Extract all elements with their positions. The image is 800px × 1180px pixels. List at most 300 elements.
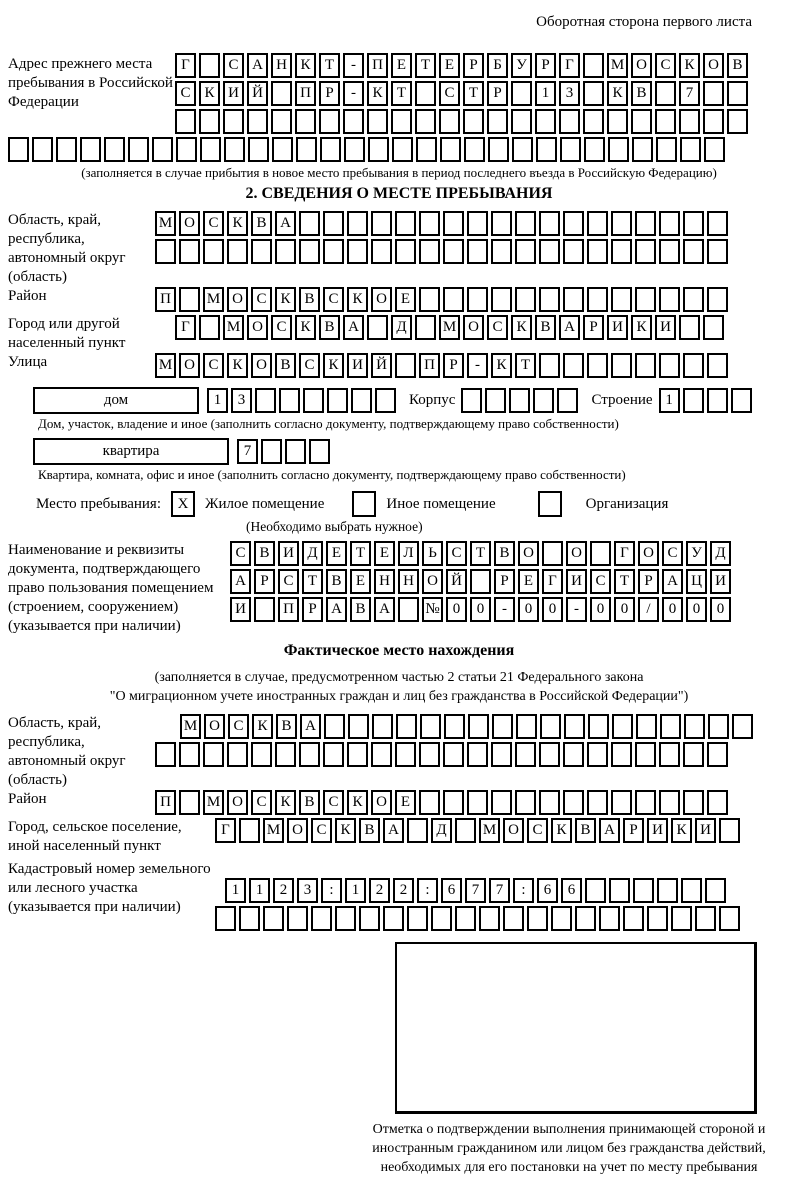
char-cell[interactable] xyxy=(635,353,656,378)
char-cell[interactable] xyxy=(467,790,488,815)
char-cell[interactable]: А xyxy=(343,315,364,340)
char-cell[interactable]: И xyxy=(230,597,251,622)
char-cell[interactable] xyxy=(587,790,608,815)
char-cell[interactable] xyxy=(539,239,560,264)
apartment-type-box[interactable]: квартира xyxy=(33,438,229,465)
char-cell[interactable] xyxy=(635,239,656,264)
char-cell[interactable] xyxy=(395,211,416,236)
char-cell[interactable] xyxy=(251,239,272,264)
char-cell[interactable] xyxy=(588,714,609,739)
char-cell[interactable] xyxy=(704,137,725,162)
char-cell[interactable]: № xyxy=(422,597,443,622)
char-cell[interactable]: Д xyxy=(431,818,452,843)
char-cell[interactable] xyxy=(359,906,380,931)
char-cell[interactable] xyxy=(575,906,596,931)
char-cell[interactable]: Р xyxy=(319,81,340,106)
char-cell[interactable]: С xyxy=(271,315,292,340)
char-cell[interactable] xyxy=(703,81,724,106)
char-cell[interactable]: В xyxy=(251,211,272,236)
char-cell[interactable] xyxy=(515,287,536,312)
char-cell[interactable]: Р xyxy=(494,569,515,594)
char-cell[interactable] xyxy=(8,137,29,162)
char-cell[interactable] xyxy=(327,388,348,413)
char-cell[interactable] xyxy=(703,315,724,340)
char-cell[interactable] xyxy=(632,137,653,162)
char-cell[interactable]: Й xyxy=(371,353,392,378)
char-cell[interactable]: У xyxy=(511,53,532,78)
char-cell[interactable] xyxy=(563,790,584,815)
char-cell[interactable] xyxy=(707,287,728,312)
char-cell[interactable]: М xyxy=(263,818,284,843)
char-cell[interactable] xyxy=(443,790,464,815)
stay-option-organization-checkbox[interactable] xyxy=(538,491,562,517)
char-cell[interactable]: В xyxy=(575,818,596,843)
char-cell[interactable] xyxy=(371,211,392,236)
char-cell[interactable] xyxy=(299,742,320,767)
char-cell[interactable]: С xyxy=(590,569,611,594)
char-cell[interactable] xyxy=(542,541,563,566)
char-cell[interactable] xyxy=(296,137,317,162)
char-cell[interactable] xyxy=(287,906,308,931)
char-cell[interactable] xyxy=(611,742,632,767)
char-cell[interactable] xyxy=(655,109,676,134)
char-cell[interactable] xyxy=(455,818,476,843)
char-cell[interactable]: 0 xyxy=(518,597,539,622)
char-cell[interactable] xyxy=(512,137,533,162)
char-cell[interactable] xyxy=(261,439,282,464)
char-cell[interactable]: 1 xyxy=(345,878,366,903)
char-cell[interactable]: А xyxy=(247,53,268,78)
char-cell[interactable]: Р xyxy=(463,53,484,78)
char-cell[interactable] xyxy=(659,211,680,236)
char-cell[interactable]: Д xyxy=(710,541,731,566)
char-cell[interactable] xyxy=(491,239,512,264)
char-cell[interactable]: С xyxy=(487,315,508,340)
char-cell[interactable] xyxy=(239,818,260,843)
char-cell[interactable]: В xyxy=(254,541,275,566)
char-cell[interactable] xyxy=(563,287,584,312)
char-cell[interactable]: А xyxy=(383,818,404,843)
char-cell[interactable] xyxy=(371,239,392,264)
char-cell[interactable]: К xyxy=(252,714,273,739)
char-cell[interactable]: 7 xyxy=(489,878,510,903)
char-cell[interactable]: Г xyxy=(559,53,580,78)
char-cell[interactable]: С xyxy=(655,53,676,78)
char-cell[interactable]: Т xyxy=(415,53,436,78)
char-cell[interactable]: Т xyxy=(470,541,491,566)
char-cell[interactable]: К xyxy=(631,315,652,340)
char-cell[interactable] xyxy=(396,714,417,739)
char-cell[interactable] xyxy=(727,81,748,106)
char-cell[interactable] xyxy=(179,742,200,767)
char-cell[interactable]: Л xyxy=(398,541,419,566)
char-cell[interactable]: : xyxy=(417,878,438,903)
char-cell[interactable] xyxy=(583,53,604,78)
char-cell[interactable] xyxy=(347,239,368,264)
char-cell[interactable] xyxy=(515,239,536,264)
char-cell[interactable] xyxy=(367,315,388,340)
char-cell[interactable] xyxy=(251,742,272,767)
char-cell[interactable] xyxy=(203,239,224,264)
char-cell[interactable]: О xyxy=(287,818,308,843)
char-cell[interactable]: С xyxy=(323,790,344,815)
char-cell[interactable]: К xyxy=(679,53,700,78)
char-cell[interactable]: Н xyxy=(374,569,395,594)
char-cell[interactable] xyxy=(367,109,388,134)
char-cell[interactable] xyxy=(263,906,284,931)
char-cell[interactable]: С xyxy=(223,53,244,78)
char-cell[interactable]: Н xyxy=(271,53,292,78)
char-cell[interactable]: У xyxy=(686,541,707,566)
char-cell[interactable]: Е xyxy=(350,569,371,594)
char-cell[interactable] xyxy=(275,239,296,264)
char-cell[interactable] xyxy=(533,388,554,413)
char-cell[interactable] xyxy=(440,137,461,162)
char-cell[interactable] xyxy=(503,906,524,931)
char-cell[interactable]: С xyxy=(230,541,251,566)
char-cell[interactable]: - xyxy=(343,81,364,106)
char-cell[interactable] xyxy=(683,239,704,264)
char-cell[interactable] xyxy=(527,906,548,931)
char-cell[interactable]: П xyxy=(155,790,176,815)
char-cell[interactable] xyxy=(419,287,440,312)
char-cell[interactable]: О xyxy=(638,541,659,566)
char-cell[interactable] xyxy=(368,137,389,162)
char-cell[interactable] xyxy=(659,353,680,378)
char-cell[interactable]: А xyxy=(662,569,683,594)
char-cell[interactable] xyxy=(707,742,728,767)
char-cell[interactable]: С xyxy=(228,714,249,739)
char-cell[interactable] xyxy=(707,353,728,378)
char-cell[interactable]: Е xyxy=(395,790,416,815)
char-cell[interactable] xyxy=(516,714,537,739)
char-cell[interactable] xyxy=(587,211,608,236)
char-cell[interactable] xyxy=(176,137,197,162)
char-cell[interactable] xyxy=(557,388,578,413)
char-cell[interactable]: / xyxy=(638,597,659,622)
char-cell[interactable]: 1 xyxy=(659,388,680,413)
char-cell[interactable] xyxy=(563,239,584,264)
char-cell[interactable]: 1 xyxy=(535,81,556,106)
char-cell[interactable] xyxy=(535,109,556,134)
char-cell[interactable] xyxy=(470,569,491,594)
char-cell[interactable] xyxy=(323,239,344,264)
char-cell[interactable] xyxy=(347,211,368,236)
char-cell[interactable] xyxy=(732,714,753,739)
char-cell[interactable] xyxy=(563,353,584,378)
char-cell[interactable] xyxy=(695,906,716,931)
char-cell[interactable]: К xyxy=(335,818,356,843)
char-cell[interactable]: А xyxy=(275,211,296,236)
char-cell[interactable]: Г xyxy=(215,818,236,843)
char-cell[interactable] xyxy=(609,878,630,903)
char-cell[interactable]: А xyxy=(300,714,321,739)
char-cell[interactable] xyxy=(303,388,324,413)
char-cell[interactable] xyxy=(719,906,740,931)
char-cell[interactable]: П xyxy=(155,287,176,312)
char-cell[interactable] xyxy=(509,388,530,413)
char-cell[interactable]: С xyxy=(311,818,332,843)
char-cell[interactable]: Р xyxy=(443,353,464,378)
char-cell[interactable]: Т xyxy=(391,81,412,106)
char-cell[interactable]: 6 xyxy=(441,878,462,903)
char-cell[interactable] xyxy=(511,81,532,106)
char-cell[interactable]: К xyxy=(295,315,316,340)
char-cell[interactable] xyxy=(635,790,656,815)
char-cell[interactable]: А xyxy=(326,597,347,622)
char-cell[interactable] xyxy=(323,211,344,236)
char-cell[interactable] xyxy=(461,388,482,413)
char-cell[interactable] xyxy=(647,906,668,931)
char-cell[interactable]: О xyxy=(703,53,724,78)
char-cell[interactable] xyxy=(731,388,752,413)
char-cell[interactable] xyxy=(443,211,464,236)
char-cell[interactable]: О xyxy=(204,714,225,739)
char-cell[interactable]: 0 xyxy=(542,597,563,622)
char-cell[interactable]: К xyxy=(323,353,344,378)
char-cell[interactable]: 0 xyxy=(590,597,611,622)
char-cell[interactable] xyxy=(611,287,632,312)
char-cell[interactable] xyxy=(285,439,306,464)
char-cell[interactable]: О xyxy=(422,569,443,594)
char-cell[interactable] xyxy=(199,109,220,134)
char-cell[interactable] xyxy=(227,239,248,264)
char-cell[interactable]: Т xyxy=(614,569,635,594)
char-cell[interactable] xyxy=(559,109,580,134)
char-cell[interactable] xyxy=(540,714,561,739)
char-cell[interactable]: Р xyxy=(487,81,508,106)
char-cell[interactable]: В xyxy=(535,315,556,340)
char-cell[interactable] xyxy=(179,790,200,815)
char-cell[interactable]: Е xyxy=(518,569,539,594)
char-cell[interactable] xyxy=(660,714,681,739)
char-cell[interactable]: И xyxy=(347,353,368,378)
char-cell[interactable] xyxy=(705,878,726,903)
char-cell[interactable]: М xyxy=(203,287,224,312)
char-cell[interactable]: 1 xyxy=(207,388,228,413)
char-cell[interactable]: В xyxy=(727,53,748,78)
char-cell[interactable] xyxy=(636,714,657,739)
char-cell[interactable] xyxy=(348,714,369,739)
char-cell[interactable]: К xyxy=(275,790,296,815)
char-cell[interactable]: С xyxy=(323,287,344,312)
char-cell[interactable] xyxy=(254,597,275,622)
char-cell[interactable]: К xyxy=(295,53,316,78)
char-cell[interactable]: 0 xyxy=(470,597,491,622)
char-cell[interactable] xyxy=(391,109,412,134)
char-cell[interactable] xyxy=(444,714,465,739)
char-cell[interactable] xyxy=(343,109,364,134)
char-cell[interactable] xyxy=(479,906,500,931)
char-cell[interactable] xyxy=(707,388,728,413)
char-cell[interactable] xyxy=(683,388,704,413)
char-cell[interactable] xyxy=(659,239,680,264)
char-cell[interactable] xyxy=(679,109,700,134)
char-cell[interactable] xyxy=(467,239,488,264)
char-cell[interactable]: К xyxy=(671,818,692,843)
char-cell[interactable] xyxy=(607,109,628,134)
char-cell[interactable] xyxy=(275,742,296,767)
char-cell[interactable] xyxy=(587,742,608,767)
char-cell[interactable] xyxy=(347,742,368,767)
char-cell[interactable]: Г xyxy=(175,315,196,340)
char-cell[interactable]: П xyxy=(419,353,440,378)
char-cell[interactable] xyxy=(464,137,485,162)
char-cell[interactable]: Д xyxy=(302,541,323,566)
char-cell[interactable] xyxy=(539,353,560,378)
char-cell[interactable] xyxy=(431,906,452,931)
char-cell[interactable] xyxy=(551,906,572,931)
char-cell[interactable]: - xyxy=(343,53,364,78)
char-cell[interactable] xyxy=(671,906,692,931)
char-cell[interactable]: М xyxy=(155,211,176,236)
char-cell[interactable] xyxy=(311,906,332,931)
char-cell[interactable]: 2 xyxy=(393,878,414,903)
char-cell[interactable]: Н xyxy=(398,569,419,594)
char-cell[interactable]: М xyxy=(223,315,244,340)
char-cell[interactable] xyxy=(299,211,320,236)
char-cell[interactable] xyxy=(239,906,260,931)
char-cell[interactable]: Г xyxy=(614,541,635,566)
char-cell[interactable] xyxy=(564,714,585,739)
char-cell[interactable] xyxy=(255,388,276,413)
char-cell[interactable] xyxy=(585,878,606,903)
char-cell[interactable] xyxy=(371,742,392,767)
char-cell[interactable] xyxy=(200,137,221,162)
char-cell[interactable] xyxy=(104,137,125,162)
char-cell[interactable]: С xyxy=(175,81,196,106)
char-cell[interactable] xyxy=(443,287,464,312)
char-cell[interactable] xyxy=(635,742,656,767)
char-cell[interactable]: С xyxy=(251,790,272,815)
char-cell[interactable] xyxy=(681,878,702,903)
char-cell[interactable] xyxy=(203,742,224,767)
char-cell[interactable]: К xyxy=(607,81,628,106)
char-cell[interactable]: Е xyxy=(395,287,416,312)
char-cell[interactable] xyxy=(467,742,488,767)
char-cell[interactable]: О xyxy=(247,315,268,340)
char-cell[interactable]: С xyxy=(203,353,224,378)
char-cell[interactable] xyxy=(655,81,676,106)
char-cell[interactable]: Ц xyxy=(686,569,707,594)
char-cell[interactable]: 7 xyxy=(465,878,486,903)
char-cell[interactable] xyxy=(707,790,728,815)
char-cell[interactable] xyxy=(492,714,513,739)
char-cell[interactable] xyxy=(155,239,176,264)
char-cell[interactable] xyxy=(383,906,404,931)
char-cell[interactable] xyxy=(272,137,293,162)
char-cell[interactable] xyxy=(539,211,560,236)
char-cell[interactable]: Т xyxy=(515,353,536,378)
char-cell[interactable] xyxy=(80,137,101,162)
char-cell[interactable]: Т xyxy=(463,81,484,106)
char-cell[interactable]: О xyxy=(227,287,248,312)
char-cell[interactable]: О xyxy=(251,353,272,378)
char-cell[interactable] xyxy=(659,287,680,312)
char-cell[interactable]: В xyxy=(350,597,371,622)
char-cell[interactable] xyxy=(415,315,436,340)
char-cell[interactable] xyxy=(415,81,436,106)
char-cell[interactable]: О xyxy=(518,541,539,566)
char-cell[interactable] xyxy=(175,109,196,134)
char-cell[interactable]: О xyxy=(179,353,200,378)
house-type-box[interactable]: дом xyxy=(33,387,199,414)
char-cell[interactable] xyxy=(215,906,236,931)
char-cell[interactable] xyxy=(683,353,704,378)
char-cell[interactable]: К xyxy=(227,353,248,378)
char-cell[interactable]: Р xyxy=(254,569,275,594)
char-cell[interactable] xyxy=(463,109,484,134)
char-cell[interactable] xyxy=(539,287,560,312)
char-cell[interactable]: О xyxy=(566,541,587,566)
char-cell[interactable]: Й xyxy=(247,81,268,106)
char-cell[interactable]: В xyxy=(359,818,380,843)
char-cell[interactable] xyxy=(491,742,512,767)
char-cell[interactable]: 6 xyxy=(537,878,558,903)
char-cell[interactable] xyxy=(611,353,632,378)
char-cell[interactable] xyxy=(515,790,536,815)
char-cell[interactable] xyxy=(415,109,436,134)
char-cell[interactable]: Г xyxy=(542,569,563,594)
char-cell[interactable] xyxy=(488,137,509,162)
char-cell[interactable] xyxy=(395,742,416,767)
char-cell[interactable]: И xyxy=(607,315,628,340)
char-cell[interactable]: К xyxy=(551,818,572,843)
char-cell[interactable] xyxy=(608,137,629,162)
char-cell[interactable] xyxy=(485,388,506,413)
char-cell[interactable]: М xyxy=(155,353,176,378)
char-cell[interactable]: : xyxy=(513,878,534,903)
char-cell[interactable] xyxy=(351,388,372,413)
char-cell[interactable] xyxy=(224,137,245,162)
char-cell[interactable] xyxy=(707,211,728,236)
char-cell[interactable] xyxy=(612,714,633,739)
char-cell[interactable]: А xyxy=(374,597,395,622)
char-cell[interactable]: Р xyxy=(638,569,659,594)
char-cell[interactable]: И xyxy=(278,541,299,566)
char-cell[interactable] xyxy=(583,81,604,106)
char-cell[interactable] xyxy=(309,439,330,464)
char-cell[interactable] xyxy=(587,239,608,264)
char-cell[interactable]: Р xyxy=(583,315,604,340)
char-cell[interactable]: С xyxy=(251,287,272,312)
char-cell[interactable] xyxy=(539,790,560,815)
char-cell[interactable]: 0 xyxy=(446,597,467,622)
char-cell[interactable] xyxy=(563,211,584,236)
char-cell[interactable]: О xyxy=(371,287,392,312)
char-cell[interactable] xyxy=(375,388,396,413)
char-cell[interactable]: 7 xyxy=(679,81,700,106)
char-cell[interactable]: 0 xyxy=(710,597,731,622)
char-cell[interactable] xyxy=(707,239,728,264)
char-cell[interactable] xyxy=(536,137,557,162)
char-cell[interactable]: Д xyxy=(391,315,412,340)
char-cell[interactable] xyxy=(295,109,316,134)
char-cell[interactable] xyxy=(372,714,393,739)
char-cell[interactable] xyxy=(199,53,220,78)
char-cell[interactable] xyxy=(515,742,536,767)
char-cell[interactable]: М xyxy=(180,714,201,739)
char-cell[interactable]: К xyxy=(227,211,248,236)
char-cell[interactable] xyxy=(395,239,416,264)
char-cell[interactable] xyxy=(179,287,200,312)
char-cell[interactable] xyxy=(439,109,460,134)
char-cell[interactable] xyxy=(443,239,464,264)
char-cell[interactable] xyxy=(56,137,77,162)
char-cell[interactable] xyxy=(491,790,512,815)
char-cell[interactable] xyxy=(656,137,677,162)
char-cell[interactable]: О xyxy=(179,211,200,236)
